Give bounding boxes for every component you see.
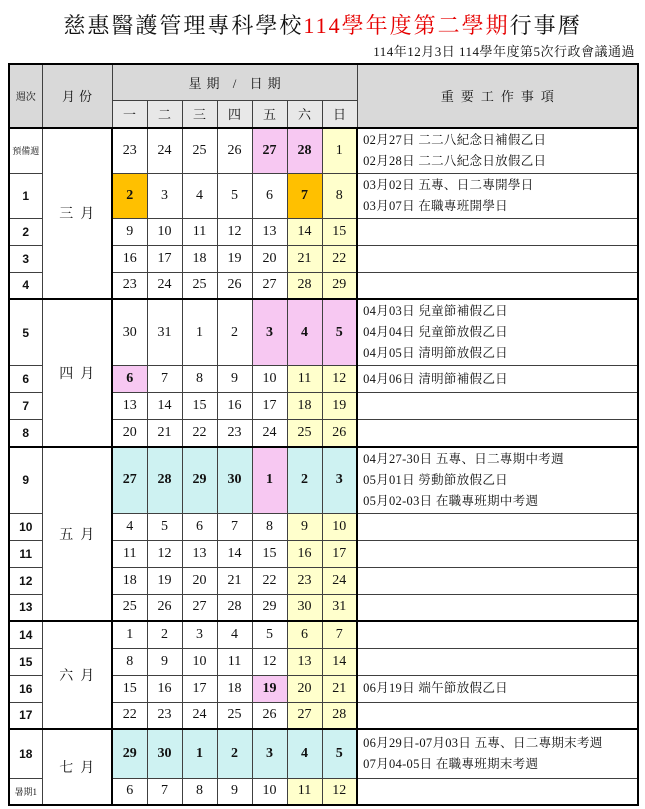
date-cell: 6: [182, 513, 217, 540]
date-cell: 5: [322, 299, 357, 366]
date-cell: 20: [287, 675, 322, 702]
date-cell: 6: [112, 366, 147, 393]
date-cell: 7: [322, 621, 357, 648]
date-cell: 12: [147, 540, 182, 567]
page-title: [0, 0, 645, 40]
header-important-items: 重要工作事項: [357, 64, 638, 128]
week-number-cell: 6: [9, 366, 42, 393]
note-line: 04月04日 兒童節放假乙日: [363, 325, 508, 339]
date-cell: 8: [322, 173, 357, 218]
notes-cell: [357, 366, 638, 393]
date-cell: 10: [182, 648, 217, 675]
calendar-row: [9, 621, 638, 648]
date-cell: 14: [217, 540, 252, 567]
date-cell: 7: [287, 173, 322, 218]
calendar-header: [9, 64, 638, 128]
week-number-cell: 4: [9, 272, 42, 299]
date-cell: 3: [147, 173, 182, 218]
date-cell: 29: [112, 729, 147, 778]
date-cell: 3: [322, 447, 357, 514]
date-cell: 7: [147, 366, 182, 393]
date-cell: 25: [182, 272, 217, 299]
title-school-name: 慈惠醫護管理專科學校: [63, 13, 304, 38]
date-cell: 5: [252, 621, 287, 648]
date-cell: 28: [287, 272, 322, 299]
calendar-row: [9, 299, 638, 366]
date-cell: 28: [322, 702, 357, 729]
header-weekday-date: 星期 / 日期: [112, 64, 357, 100]
note-line: 05月02-03日 在職專班期中考週: [363, 493, 539, 508]
week-number-cell: 11: [9, 540, 42, 567]
date-cell: 17: [182, 675, 217, 702]
date-cell: 17: [147, 245, 182, 272]
date-cell: 28: [287, 128, 322, 174]
date-cell: 21: [287, 245, 322, 272]
week-number-cell: 17: [9, 702, 42, 729]
date-cell: 9: [217, 366, 252, 393]
header-day-fri: 五: [252, 100, 287, 128]
date-cell: 10: [147, 218, 182, 245]
week-number-cell: 13: [9, 594, 42, 621]
date-cell: 12: [217, 218, 252, 245]
date-cell: 12: [252, 648, 287, 675]
date-cell: 7: [147, 778, 182, 805]
date-cell: 13: [182, 540, 217, 567]
notes-cell: [357, 567, 638, 594]
note-line: 02月27日 二二八紀念日補假乙日: [363, 132, 547, 147]
week-number-cell: 5: [9, 299, 42, 366]
date-cell: 2: [112, 173, 147, 218]
date-cell: 23: [217, 420, 252, 447]
note-line: 06月29日-07月03日 五專、日二專期末考週: [363, 735, 603, 750]
week-number-cell: 18: [9, 729, 42, 778]
date-cell: 16: [287, 540, 322, 567]
header-day-mon: 一: [112, 100, 147, 128]
notes-cell: [357, 621, 638, 648]
date-cell: 10: [322, 513, 357, 540]
date-cell: 14: [287, 218, 322, 245]
calendar-row: [9, 447, 638, 514]
date-cell: 11: [287, 366, 322, 393]
date-cell: 22: [252, 567, 287, 594]
date-cell: 29: [322, 272, 357, 299]
calendar-table: [8, 63, 639, 806]
date-cell: 27: [182, 594, 217, 621]
date-cell: 24: [322, 567, 357, 594]
date-cell: 8: [182, 778, 217, 805]
week-number-cell: 12: [9, 567, 42, 594]
date-cell: 1: [182, 729, 217, 778]
date-cell: 3: [182, 621, 217, 648]
date-cell: 12: [322, 366, 357, 393]
note-line: 04月03日 兒童節補假乙日: [363, 304, 508, 318]
date-cell: 13: [287, 648, 322, 675]
week-number-cell: 15: [9, 648, 42, 675]
date-cell: 22: [182, 420, 217, 447]
date-cell: 16: [147, 675, 182, 702]
notes-cell: [357, 594, 638, 621]
date-cell: 23: [147, 702, 182, 729]
notes-cell: [357, 245, 638, 272]
date-cell: 30: [147, 729, 182, 778]
date-cell: 12: [322, 778, 357, 805]
header-day-sun: 日: [322, 100, 357, 128]
date-cell: 26: [322, 420, 357, 447]
week-number-cell: 16: [9, 675, 42, 702]
date-cell: 28: [147, 447, 182, 514]
date-cell: 16: [217, 393, 252, 420]
note-line: 05月01日 勞動節放假乙日: [363, 472, 508, 487]
date-cell: 15: [252, 540, 287, 567]
date-cell: 26: [252, 702, 287, 729]
date-cell: 11: [182, 218, 217, 245]
date-cell: 25: [182, 128, 217, 174]
header-day-tue: 二: [147, 100, 182, 128]
date-cell: 22: [322, 245, 357, 272]
month-cell: 四月: [42, 299, 112, 447]
date-cell: 21: [217, 567, 252, 594]
date-cell: 1: [252, 447, 287, 514]
date-cell: 2: [287, 447, 322, 514]
date-cell: 26: [147, 594, 182, 621]
month-cell: 三月: [42, 128, 112, 300]
date-cell: 23: [287, 567, 322, 594]
notes-cell: [357, 540, 638, 567]
date-cell: 9: [112, 218, 147, 245]
date-cell: 24: [147, 128, 182, 174]
date-cell: 18: [182, 245, 217, 272]
notes-cell: [357, 393, 638, 420]
week-number-cell: 暑期1: [9, 778, 42, 805]
date-cell: 26: [217, 128, 252, 174]
date-cell: 14: [147, 393, 182, 420]
date-cell: 23: [112, 128, 147, 174]
date-cell: 25: [287, 420, 322, 447]
date-cell: 20: [182, 567, 217, 594]
notes-cell: [357, 729, 638, 778]
note-line: 06月19日 端午節放假乙日: [363, 681, 508, 695]
date-cell: 10: [252, 366, 287, 393]
calendar-row: [9, 729, 638, 778]
header-month: 月份: [42, 64, 112, 128]
date-cell: 13: [252, 218, 287, 245]
approval-note: 114年12月3日 114學年度第5次行政會議通過: [373, 44, 635, 59]
date-cell: 5: [147, 513, 182, 540]
date-cell: 24: [147, 272, 182, 299]
date-cell: 9: [147, 648, 182, 675]
notes-cell: [357, 173, 638, 218]
date-cell: 19: [147, 567, 182, 594]
note-line: 07月04-05日 在職專班期末考週: [363, 756, 539, 771]
note-line: 04月06日 清明節補假乙日: [363, 371, 508, 386]
date-cell: 27: [252, 272, 287, 299]
date-cell: 11: [287, 778, 322, 805]
date-cell: 25: [217, 702, 252, 729]
week-number-cell: 8: [9, 420, 42, 447]
date-cell: 7: [217, 513, 252, 540]
notes-cell: [357, 702, 638, 729]
notes-cell: [357, 420, 638, 447]
date-cell: 2: [217, 729, 252, 778]
calendar-row: [9, 128, 638, 174]
date-cell: 8: [112, 648, 147, 675]
date-cell: 3: [252, 729, 287, 778]
title-semester-highlight: 114學年度第二學期: [303, 13, 510, 38]
date-cell: 30: [112, 299, 147, 366]
date-cell: 25: [112, 594, 147, 621]
notes-cell: [357, 675, 638, 702]
note-line: 03月02日 五專、日二專開學日: [363, 177, 534, 192]
date-cell: 20: [112, 420, 147, 447]
notes-cell: [357, 128, 638, 174]
week-number-cell: 10: [9, 513, 42, 540]
month-cell: 五月: [42, 447, 112, 622]
week-number-cell: 14: [9, 621, 42, 648]
date-cell: 29: [252, 594, 287, 621]
note-line: 03月07日 在職專班開學日: [363, 198, 508, 213]
notes-cell: [357, 272, 638, 299]
date-cell: 31: [322, 594, 357, 621]
note-line: 02月28日 二二八紀念日放假乙日: [363, 153, 547, 168]
date-cell: 24: [252, 420, 287, 447]
header-day-sat: 六: [287, 100, 322, 128]
date-cell: 9: [217, 778, 252, 805]
date-cell: 4: [182, 173, 217, 218]
week-number-cell: 9: [9, 447, 42, 514]
date-cell: 11: [112, 540, 147, 567]
date-cell: 6: [112, 778, 147, 805]
date-cell: 5: [322, 729, 357, 778]
notes-cell: [357, 513, 638, 540]
week-number-cell: 1: [9, 173, 42, 218]
date-cell: 8: [252, 513, 287, 540]
month-cell: 七月: [42, 729, 112, 805]
date-cell: 21: [322, 675, 357, 702]
date-cell: 14: [322, 648, 357, 675]
header-day-wed: 三: [182, 100, 217, 128]
date-cell: 1: [112, 621, 147, 648]
date-cell: 19: [217, 245, 252, 272]
date-cell: 31: [147, 299, 182, 366]
date-cell: 24: [182, 702, 217, 729]
date-cell: 6: [252, 173, 287, 218]
date-cell: 23: [112, 272, 147, 299]
date-cell: 4: [112, 513, 147, 540]
date-cell: 5: [217, 173, 252, 218]
date-cell: 18: [287, 393, 322, 420]
date-cell: 17: [252, 393, 287, 420]
date-cell: 15: [322, 218, 357, 245]
date-cell: 22: [112, 702, 147, 729]
week-number-cell: 7: [9, 393, 42, 420]
date-cell: 15: [182, 393, 217, 420]
date-cell: 29: [182, 447, 217, 514]
week-number-cell: 2: [9, 218, 42, 245]
date-cell: 4: [287, 729, 322, 778]
date-cell: 11: [217, 648, 252, 675]
date-cell: 4: [217, 621, 252, 648]
note-line: 04月05日 清明節放假乙日: [363, 346, 508, 360]
week-number-cell: 預備週: [9, 128, 42, 174]
date-cell: 2: [217, 299, 252, 366]
date-cell: 3: [252, 299, 287, 366]
date-cell: 28: [217, 594, 252, 621]
date-cell: 4: [287, 299, 322, 366]
date-cell: 1: [322, 128, 357, 174]
date-cell: 27: [112, 447, 147, 514]
date-cell: 1: [182, 299, 217, 366]
notes-cell: [357, 447, 638, 514]
header-week-number: 週次: [9, 64, 42, 128]
title-suffix: 行事曆: [509, 13, 582, 38]
date-cell: 9: [287, 513, 322, 540]
date-cell: 19: [252, 675, 287, 702]
date-cell: 16: [112, 245, 147, 272]
date-cell: 17: [322, 540, 357, 567]
calendar-body: [9, 128, 638, 806]
date-cell: 10: [252, 778, 287, 805]
note-line: 04月27-30日 五專、日二專期中考週: [363, 451, 564, 466]
notes-cell: [357, 778, 638, 805]
month-cell: 六月: [42, 621, 112, 729]
header-day-thu: 四: [217, 100, 252, 128]
date-cell: 30: [217, 447, 252, 514]
date-cell: 30: [287, 594, 322, 621]
date-cell: 2: [147, 621, 182, 648]
notes-cell: [357, 218, 638, 245]
date-cell: 27: [252, 128, 287, 174]
date-cell: 27: [287, 702, 322, 729]
date-cell: 6: [287, 621, 322, 648]
week-number-cell: 3: [9, 245, 42, 272]
date-cell: 18: [217, 675, 252, 702]
notes-cell: [357, 648, 638, 675]
date-cell: 26: [217, 272, 252, 299]
date-cell: 15: [112, 675, 147, 702]
date-cell: 20: [252, 245, 287, 272]
date-cell: 13: [112, 393, 147, 420]
date-cell: 19: [322, 393, 357, 420]
notes-cell: [357, 299, 638, 366]
date-cell: 18: [112, 567, 147, 594]
date-cell: 8: [182, 366, 217, 393]
date-cell: 21: [147, 420, 182, 447]
